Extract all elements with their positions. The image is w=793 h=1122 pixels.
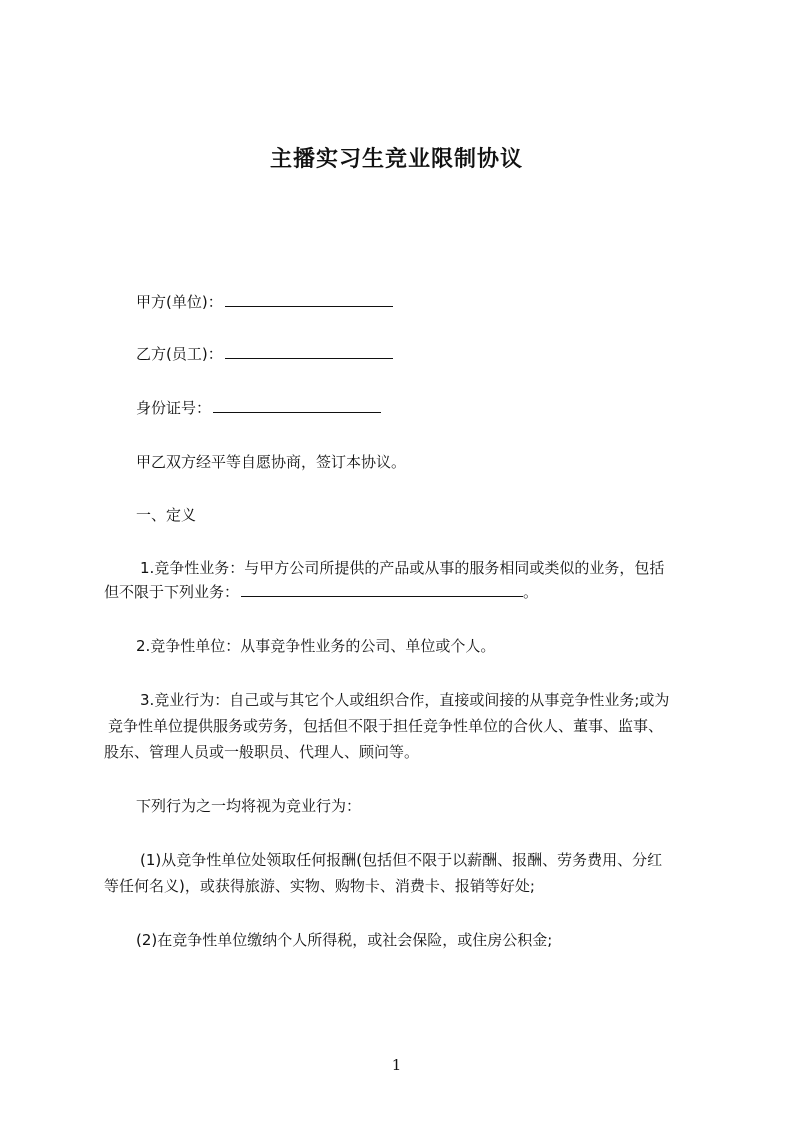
definition-3-line-1: 3.竞业行为：自己或与其它个人或组织合作，直接或间接的从事竞争性业务;或为	[140, 691, 670, 709]
definition-1-line-2	[104, 580, 704, 604]
definition-1-end: 。	[523, 583, 539, 601]
intro-paragraph: 甲乙双方经平等自愿协商，签订本协议。	[136, 453, 407, 471]
item-1-line-1: (1)从竞争性单位处领取任何报酬(包括但不限于以薪酬、报酬、劳务费用、分红	[140, 851, 663, 869]
definition-3-line-2: 竞争性单位提供服务或劳务，包括但不限于担任竞争性单位的合伙人、董事、监事、	[108, 717, 664, 735]
definition-1-line-1: 1.竞争性业务：与甲方公司所提供的产品或从事的服务相同或类似的业务，包括	[140, 559, 665, 577]
party-b-line	[104, 342, 736, 366]
item-1-line-2: 等任何名义)，或获得旅游、实物、购物卡、消费卡、报销等好处;	[104, 877, 535, 895]
party-a-line	[104, 290, 736, 314]
party-b-label: 乙方(员工)：	[136, 345, 223, 363]
definition-1-label: 但不限于下列业务：	[104, 583, 240, 601]
id-number-line	[104, 396, 736, 420]
party-b-blank	[225, 343, 393, 359]
id-number-label: 身份证号：	[136, 399, 212, 417]
business-list-blank	[241, 581, 523, 597]
id-number-blank	[213, 397, 381, 413]
page-number: 1	[391, 1056, 402, 1074]
party-a-blank	[225, 291, 393, 307]
item-2: (2)在竞争性单位缴纳个人所得税，或社会保险，或住房公积金;	[136, 931, 553, 949]
definition-2: 2.竞争性单位：从事竞争性业务的公司、单位或个人。	[136, 637, 496, 655]
party-a-label: 甲方(单位)：	[136, 293, 223, 311]
document-title: 主播实习生竞业限制协议	[269, 147, 523, 172]
list-intro: 下列行为之一均将视为竞业行为：	[136, 797, 362, 815]
definition-3-line-3: 股东、管理人员或一般职员、代理人、顾问等。	[104, 743, 420, 761]
section-heading-definitions: 一、定义	[136, 506, 197, 524]
